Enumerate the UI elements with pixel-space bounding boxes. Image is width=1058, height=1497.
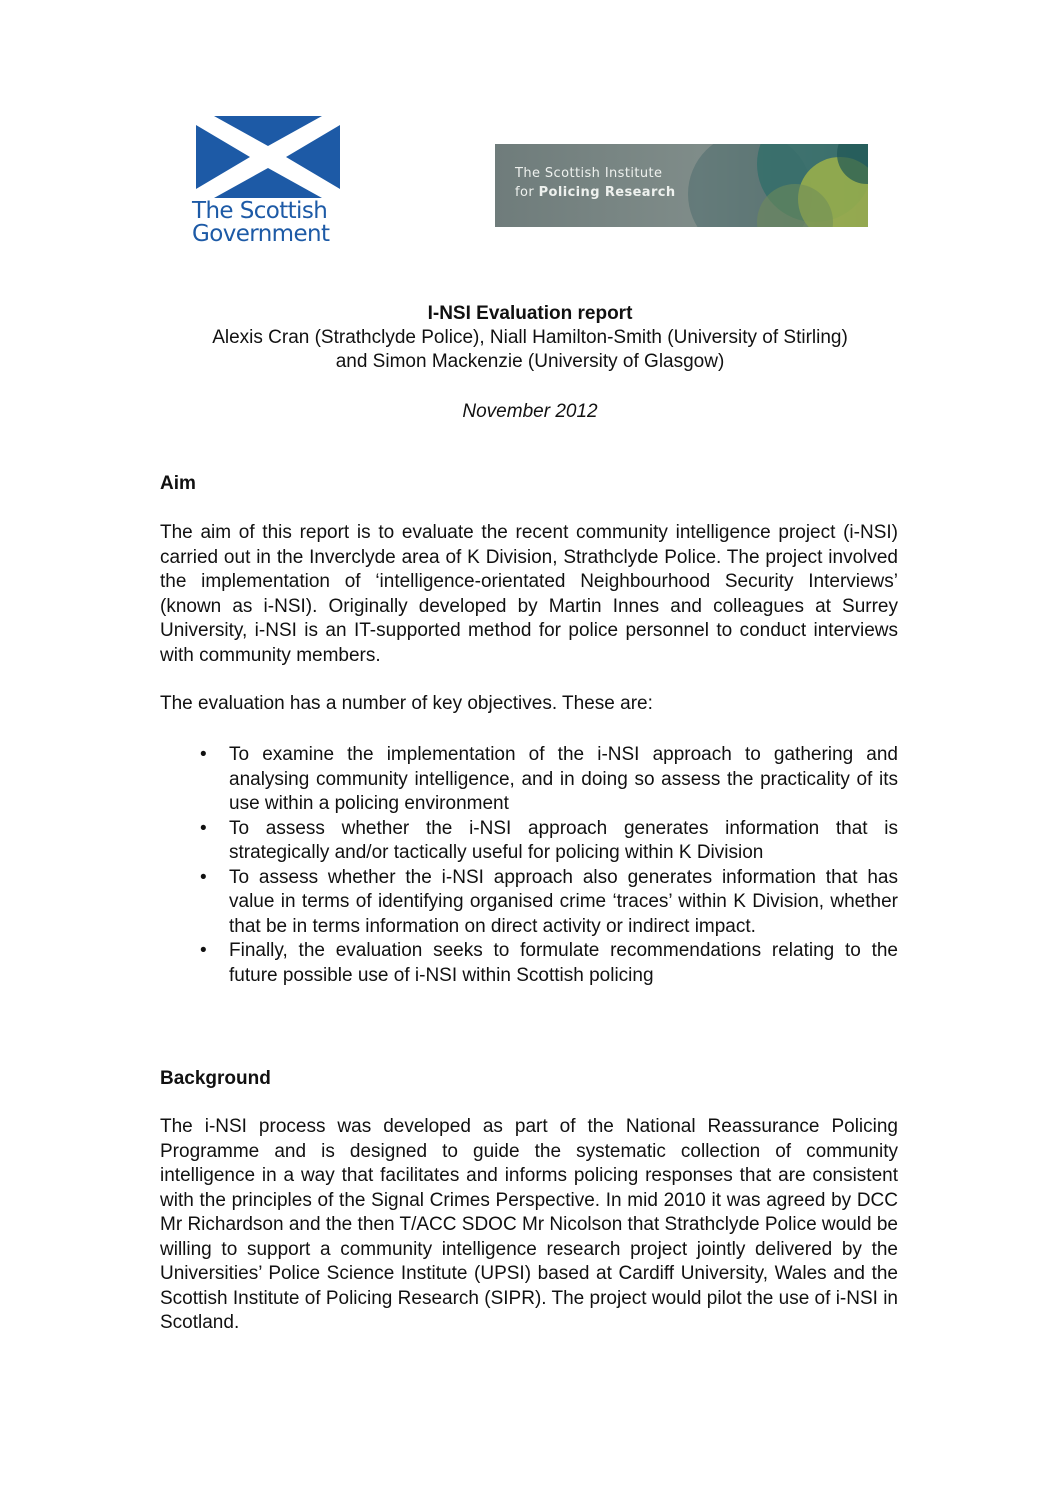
aim-paragraph: The aim of this report is to evaluate the recent community intelligence project (i-NSI) carried out in the Inverclyde area of K Division, Strathclyde Police. The project involved the implementation of ‘intelligence-orientated Neighbourhood Security Interviews’ (known as i-NSI). Originally developed by Martin Innes and colleagues at Surrey University, i-NSI is an IT-supported method for police personnel to conduct interviews with community members. <box>160 522 898 666</box>
bullet-icon: • <box>200 744 207 765</box>
list-item <box>160 817 898 866</box>
sipr-wordmark <box>515 164 676 202</box>
scottish-government-logo <box>190 112 350 252</box>
objectives-intro: The evaluation has a number of key objectives. These are: <box>160 693 653 714</box>
logo-line-1: The Scottish <box>192 198 328 224</box>
sipr-line-2 <box>515 183 676 202</box>
list-item <box>160 866 898 940</box>
background-heading: Background <box>160 1068 271 1089</box>
list-item <box>160 743 898 817</box>
sipr-line-2-prefix: for <box>515 185 539 200</box>
background-paragraph: The i-NSI process was developed as part of the National Reassurance Policing Programme and is designed to guide the systematic collection of community intelligence in a way that facilitates and informs policing responses that are consistent with the principles of the Signal Crimes Perspective. In mid 2010 it was agreed by DCC Mr Richardson and the then T/ACC SDOC Mr Nicolson that Strathclyde Police would be willing to support a community intelligence research project jointly delivered by the Universities’ Police Science Institute (UPSI) based at Cardiff University, Wales and the Scottish Institute of Policing Research (SIPR). The project would pilot the use of i-NSI in Scotland. <box>160 1116 898 1333</box>
authors-line-2: and Simon Mackenzie (University of Glasgow) <box>335 351 725 372</box>
objective-text: To assess whether the i-NSI approach generates information that is strategically and/or tactically useful for policing within K Division <box>229 817 898 863</box>
sipr-logo <box>495 144 868 227</box>
title-block <box>150 302 910 374</box>
document-title: I-NSI Evaluation report <box>427 303 633 324</box>
objectives-list <box>160 743 898 988</box>
sipr-line-1: The Scottish Institute <box>515 166 663 181</box>
scottish-government-wordmark <box>192 200 352 246</box>
list-item <box>160 939 898 988</box>
bullet-icon: • <box>200 817 207 839</box>
objective-text: To examine the implementation of the i-NSI approach to gathering and analysing community intelligence, and in doing so assess the practicality of its use within a policing environment <box>229 744 898 814</box>
objective-text: To assess whether the i-NSI approach also generates information that has value in terms of identifying organised crime ‘traces’ within K Division, whether that be in terms information on direct activity or indirect impact. <box>229 866 898 937</box>
objective-text: Finally, the evaluation seeks to formulate recommendations relating to the future possible use of i-NSI within Scottish policing <box>229 940 898 986</box>
bullet-icon: • <box>200 866 207 888</box>
logo-line-2: Government <box>192 221 330 247</box>
sipr-line-2-bold: Policing Research <box>538 185 676 200</box>
aim-heading: Aim <box>160 473 196 494</box>
authors-line-1: Alexis Cran (Strathclyde Police), Niall Hamilton-Smith (University of Stirling) <box>212 327 848 348</box>
saltire-flag-icon <box>196 116 340 198</box>
bullet-icon: • <box>200 940 207 961</box>
document-date: November 2012 <box>462 401 598 422</box>
